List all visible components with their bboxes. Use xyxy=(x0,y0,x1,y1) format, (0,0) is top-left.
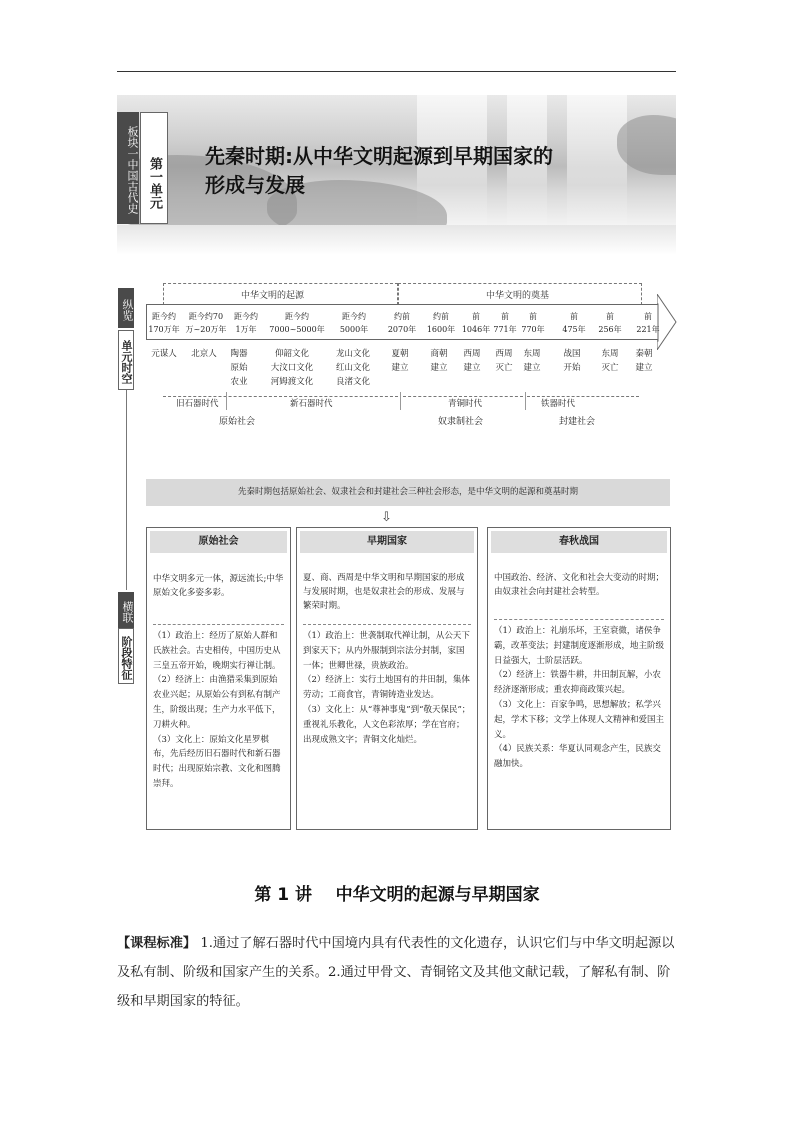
column-body xyxy=(303,629,471,747)
column-separator xyxy=(153,624,284,625)
column-item: （3）文化上：原始文化星罗棋布，先后经历旧石器时代和新石器时代；出现原始宗教、文化和图腾崇拜。 xyxy=(153,734,281,789)
column-primitive-society xyxy=(146,527,291,830)
timeline-event: 东周 建立 xyxy=(523,349,541,373)
lecture-title: 第 1 讲 中华文明的起源与早期国家 xyxy=(254,885,540,905)
timeline-event: 陶器 原始 农业 xyxy=(230,349,248,387)
timeline-event: 龙山文化 红山文化 良渚文化 xyxy=(335,349,370,387)
timeline-event: 商朝 建立 xyxy=(430,349,448,373)
timeline-date: 约前 1600年 xyxy=(426,312,456,334)
column-head: 春秋战国 xyxy=(491,531,667,553)
column-item: （4）民族关系：华夏认同观念产生，民族交融加快。 xyxy=(494,744,661,770)
society-label: 封建社会 xyxy=(559,417,596,427)
board-tag: 板块一中国古代史 xyxy=(117,112,139,224)
column-item: （2）经济上：铁器牛耕，井田制瓦解，小农经济逐渐形成；重农抑商政策兴起。 xyxy=(494,670,661,696)
column-head: 原始社会 xyxy=(150,531,287,553)
banner-fade xyxy=(117,225,676,255)
society-label: 奴隶制社会 xyxy=(438,417,484,427)
period-label: 青铜时代 xyxy=(448,399,483,409)
timeline-date: 约前 2070年 xyxy=(387,312,417,334)
timeline-event: 西周 灭亡 xyxy=(495,349,513,373)
column-item: （1）政治上：世袭制取代禅让制，从公天下到家天下；从内外服制到宗法分封制，家国一体；世卿世禄，贵族政治。 xyxy=(303,631,470,671)
column-head: 早期国家 xyxy=(300,531,474,553)
course-standard-tag: 【课程标准】 xyxy=(117,936,197,951)
timeline-event: 元谋人 xyxy=(151,349,177,359)
timeline-date: 前 221年 xyxy=(636,312,660,334)
down-arrow-icon: ⇩ xyxy=(381,510,392,525)
column-item: （3）文化上：从“尊神事鬼”到“敬天保民”；重视礼乐教化，人文色彩浓厚；学在官府；出现成熟文字；青铜文化灿烂。 xyxy=(303,704,471,745)
unit-title-line2: 形成与发展 xyxy=(205,173,305,197)
period-divider xyxy=(525,392,526,410)
timeline-event: 仰韶文化 大汶口文化 河姆渡文化 xyxy=(270,349,314,387)
column-intro: 中国政治、经济、文化和社会大变动的时期；由奴隶社会向封建社会转型。 xyxy=(494,573,665,597)
column-item: （2）经济上：实行土地国有的井田制，集体劳动；工商食官，青铜铸造业发达。 xyxy=(303,675,470,701)
column-body xyxy=(494,624,664,772)
period-divider xyxy=(226,392,227,410)
column-item: （2）经济上：由渔猎采集到原始农业兴起；从原始公有到私有制产生，阶级出现；生产力水平低下，刀耕火种。 xyxy=(153,675,281,730)
horizontal-subtag: 阶段特征 xyxy=(118,628,134,684)
overview-summary: 先秦时期包括原始社会、奴隶社会和封建社会三种社会形态，是中华文明的起源和奠基时期 xyxy=(146,479,670,506)
unit-tag: 第一单元 xyxy=(140,112,168,224)
era-label-origin: 中华文明的起源 xyxy=(241,291,305,301)
column-intro: 中华文明多元一体，源远流长;中华原始文化多姿多彩。 xyxy=(153,574,284,598)
era-label-foundation: 中华文明的奠基 xyxy=(486,291,550,301)
side-connector-line xyxy=(126,390,127,590)
column-body xyxy=(153,629,284,792)
column-item: （1）政治上：经历了原始人群和氏族社会。古史相传，中国历史从三皇五帝开始，晚期实行禅让制。 xyxy=(153,631,281,671)
course-standard xyxy=(117,929,679,1016)
society-label: 原始社会 xyxy=(219,417,256,427)
overview-tag: 纵览 xyxy=(118,288,134,328)
header-rule xyxy=(117,71,676,72)
column-item: （1）政治上：礼崩乐坏，王室衰微，诸侯争霸，改革变法；封建制度逐渐形成，地主阶级日益强大，士阶层活跃。 xyxy=(494,626,665,666)
course-standard-text: 1.通过了解石器时代中国境内具有代表性的文化遗存，认识它们与中华文明起源以及私有制、阶级和国家产生的关系。2.通过甲骨文、青铜铭文及其他文献记载，了解私有制、阶级和早期国家的特征。 xyxy=(117,936,675,1009)
timeline-date: 前 475年 xyxy=(562,312,586,334)
timeline-date: 前 770年 xyxy=(521,312,545,334)
overview-subtag: 单元时空 xyxy=(118,330,134,390)
timeline-date: 距今约 170万年 xyxy=(148,312,180,334)
timeline-event: 夏朝 建立 xyxy=(391,349,409,373)
column-intro: 夏、商、西周是中华文明和早期国家的形成与发展时期，也是奴隶社会的形成、发展与繁荣时期。 xyxy=(303,573,465,611)
timeline-date: 距今约 5000年 xyxy=(339,312,369,334)
period-divider xyxy=(400,392,401,410)
timeline-event: 西周 建立 xyxy=(463,349,481,373)
horizontal-tag: 横联 xyxy=(118,592,134,628)
timeline-date: 距今约 1万年 xyxy=(234,312,258,334)
column-separator xyxy=(303,624,471,625)
period-label: 旧石器时代 xyxy=(176,399,219,409)
column-item: （3）文化上：百家争鸣，思想解放；私学兴起，学术下移；文学上体现人文精神和爱国主义。 xyxy=(494,699,665,740)
timeline-date: 距今约70 万~20万年 xyxy=(185,312,227,334)
timeline-event: 战国 开始 xyxy=(563,349,581,373)
timeline-date: 前 256年 xyxy=(598,312,622,334)
column-separator xyxy=(494,619,664,620)
timeline-date: 距今约 7000~5000年 xyxy=(269,312,325,334)
column-early-state xyxy=(296,527,478,830)
timeline-event: 东周 灭亡 xyxy=(601,349,619,373)
timeline-date: 前 771年 xyxy=(493,312,517,334)
timeline-event: 北京人 xyxy=(191,349,217,359)
column-spring-autumn-warring xyxy=(487,527,671,830)
period-label: 新石器时代 xyxy=(290,399,333,409)
unit-title xyxy=(205,142,645,200)
period-label: 铁器时代 xyxy=(541,399,576,409)
timeline-event: 秦朝 建立 xyxy=(635,349,653,373)
unit-title-line1: 先秦时期:从中华文明起源到早期国家的 xyxy=(205,144,553,168)
timeline-date: 前 1046年 xyxy=(461,312,491,334)
